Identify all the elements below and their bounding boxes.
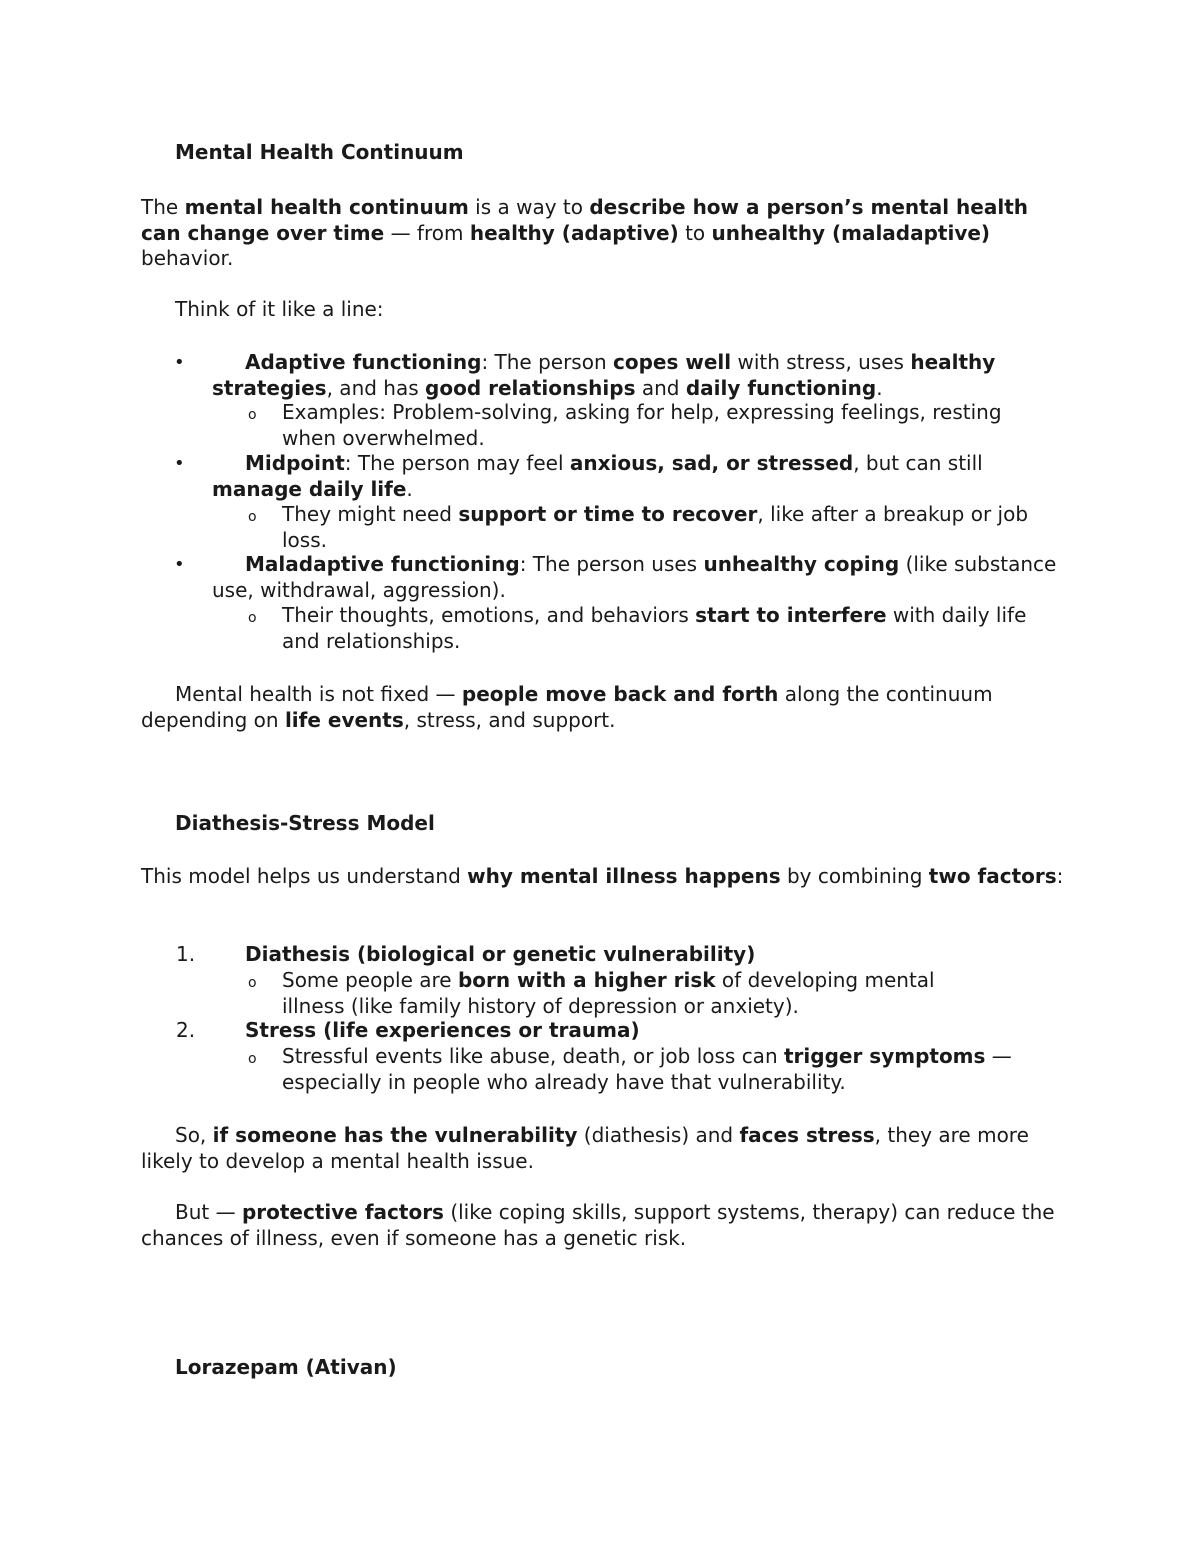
sub-bullet-icon: o xyxy=(248,509,257,525)
bullet-icon: • xyxy=(174,453,185,474)
sub-bullet-icon: o xyxy=(248,975,257,991)
diathesis-intro-paragraph: This model helps us understand why mental illness happens by combining two factors: xyxy=(141,864,1064,888)
list-item-diathesis: Diathesis (biological or genetic vulnerability) xyxy=(245,942,756,966)
bullet-icon: • xyxy=(174,554,185,575)
think-line-text: Think of it like a line: xyxy=(175,297,384,321)
list-item-midpoint: Midpoint: The person may feel anxious, sad, or stressed, but can still manage daily life. xyxy=(212,451,983,501)
continuum-intro-paragraph: The mental health continuum is a way to describe how a person’s mental health can change over time — from healthy (adaptive) to unhealthy (maladaptive) behavior. xyxy=(141,195,1029,270)
bullet-icon: • xyxy=(174,352,185,373)
sub-item-maladaptive-interfere: Their thoughts, emotions, and behaviors start to interfere with daily life and relationships. xyxy=(282,603,1027,653)
sub-item-diathesis-risk: Some people are born with a higher risk of developing mental illness (like family history of depression or anxiety). xyxy=(282,968,935,1018)
section-title-diathesis-stress-model: Diathesis-Stress Model xyxy=(175,811,435,835)
section-title-lorazepam: Lorazepam (Ativan) xyxy=(175,1355,397,1379)
section-title-mental-health-continuum: Mental Health Continuum xyxy=(175,140,464,164)
sub-item-stress-triggers: Stressful events like abuse, death, or job loss can trigger symptoms — especially in people who already have that vulnerability. xyxy=(282,1044,1012,1094)
sub-bullet-icon: o xyxy=(248,1051,257,1067)
sub-bullet-icon: o xyxy=(248,610,257,626)
sub-item-midpoint-support: They might need support or time to recover, like after a breakup or job loss. xyxy=(282,502,1029,552)
list-item-adaptive-functioning: Adaptive functioning: The person copes well with stress, uses healthy strategies, and has good relationships and daily functioning. xyxy=(212,350,996,400)
protective-factors-paragraph: But — protective factors (like coping skills, support systems, therapy) can reduce the chances of illness, even if someone has a genetic risk. xyxy=(141,1200,1055,1250)
sub-bullet-icon: o xyxy=(248,407,257,423)
list-item-stress: Stress (life experiences or trauma) xyxy=(245,1018,640,1042)
sub-item-adaptive-examples: Examples: Problem-solving, asking for help, expressing feelings, resting when overwhelmed. xyxy=(282,400,1002,450)
list-number: 2. xyxy=(176,1018,196,1042)
list-item-maladaptive-functioning: Maladaptive functioning: The person uses unhealthy coping (like substance use, withdrawal, aggression). xyxy=(212,552,1057,602)
continuum-closing-paragraph: Mental health is not fixed — people move back and forth along the continuum depending on life events, stress, and support. xyxy=(141,682,993,732)
list-number: 1. xyxy=(176,942,196,966)
vulnerability-paragraph: So, if someone has the vulnerability (diathesis) and faces stress, they are more likely to develop a mental health issue. xyxy=(141,1123,1029,1173)
